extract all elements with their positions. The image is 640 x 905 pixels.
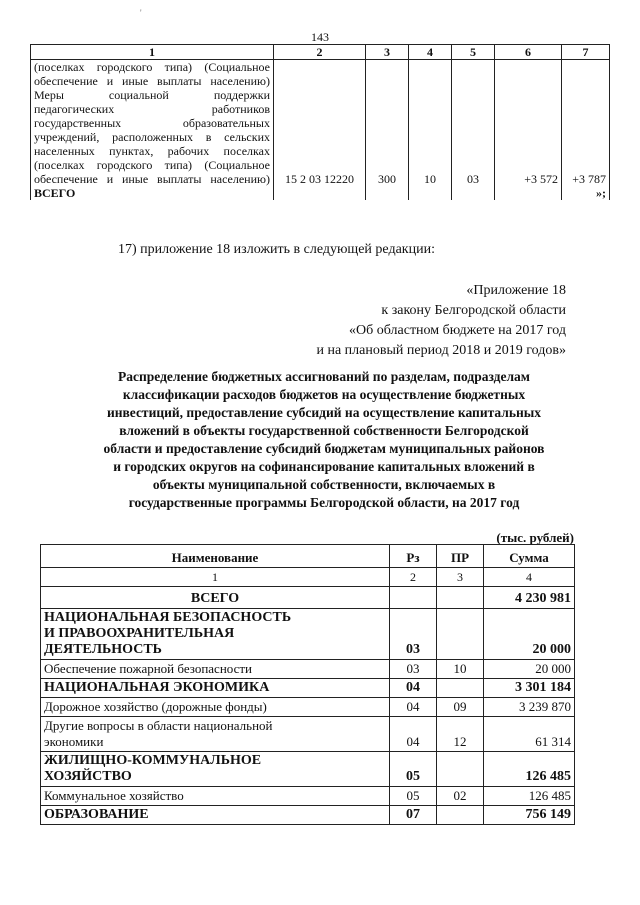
header-rz: Рз (390, 545, 437, 568)
code-cell: 15 2 03 12220 (274, 88, 366, 186)
header-cell: 5 (452, 45, 495, 60)
title-line: классификации расходов бюджетов на осуществление бюджетных (122, 387, 526, 402)
header-cell: 4 (409, 45, 452, 60)
header-cell: 7 (562, 45, 610, 60)
table-row (41, 609, 575, 660)
vr-cell: 300 (366, 88, 409, 186)
row-description (31, 60, 274, 89)
row-sum: 756 149 (484, 806, 575, 825)
row-name: ЖИЛИЩНО-КОММУНАЛЬНОЕ ХОЗЯЙСТВО (41, 752, 390, 787)
row-name: ВСЕГО (41, 587, 390, 609)
value-2018-cell: +3 787 (562, 88, 610, 186)
row-name: Дорожное хозяйство (дорожные фонды) (41, 698, 390, 717)
row-pr: 09 (437, 698, 484, 717)
header-cell: 1 (31, 45, 274, 60)
desc-line: (поселках городского типа) (Социальное (34, 158, 270, 172)
row-pr (437, 609, 484, 660)
row-sum: 3 239 870 (484, 698, 575, 717)
row-name: Коммунальное хозяйство (41, 787, 390, 806)
header-cell: 2 (274, 45, 366, 60)
col-number: 4 (484, 568, 575, 587)
total-label: ВСЕГО (31, 186, 274, 200)
row-rz: 04 (390, 679, 437, 698)
title-line: инвестиций, предоставление субсидий на осуществление капитальных (106, 405, 542, 420)
units-label: (тыс. рублей) (496, 530, 574, 545)
row-name: НАЦИОНАЛЬНАЯ ЭКОНОМИКА (41, 679, 390, 698)
table-row (41, 587, 575, 609)
title-line: государственные программы Белгородской области, на 2017 год (128, 495, 520, 510)
row-pr (437, 806, 484, 825)
column-number-row (41, 568, 575, 587)
table-row (31, 60, 610, 89)
row-sum: 20 000 (484, 609, 575, 660)
table-row (41, 806, 575, 825)
page-number: 143 (311, 30, 329, 44)
row-pr: 12 (437, 717, 484, 752)
appendix-line: «Об областном бюджете на 2017 год (349, 323, 566, 338)
stray-mark: ' (140, 8, 142, 18)
table-row (41, 698, 575, 717)
title-line: области и предоставление субсидий бюджетам муниципальных районов (103, 441, 545, 456)
row-sum: 61 314 (484, 717, 575, 752)
budget-table (40, 544, 575, 825)
title-line: вложений в объекты государственной собственности Белгородской (119, 423, 529, 438)
row-sum: 4 230 981 (484, 587, 575, 609)
rz-cell: 10 (409, 88, 452, 186)
table-row (41, 752, 575, 787)
row-rz: 05 (390, 752, 437, 787)
continued-table (30, 44, 610, 200)
table-row (41, 660, 575, 679)
row-rz: 04 (390, 698, 437, 717)
amendment-paragraph: 17) приложение 18 изложить в следующей редакции: (118, 242, 435, 257)
header-name: Наименование (41, 545, 390, 568)
row-pr (437, 587, 484, 609)
appendix-line: «Приложение 18 (466, 283, 566, 298)
row-rz: 04 (390, 717, 437, 752)
desc-line: обеспечение и иные выплаты населению) (34, 172, 270, 186)
header-pr: ПР (437, 545, 484, 568)
desc-line: педагогических работников (34, 102, 270, 116)
desc-line: государственных образовательных (34, 116, 270, 130)
row-pr (437, 752, 484, 787)
header-sum: Сумма (484, 545, 575, 568)
row-rz (390, 587, 437, 609)
table-total-row (31, 186, 610, 200)
row-rz: 03 (390, 609, 437, 660)
row-rz: 05 (390, 787, 437, 806)
appendix-header (316, 281, 566, 361)
col-number: 3 (437, 568, 484, 587)
row-pr (437, 679, 484, 698)
row-sum: 126 485 (484, 752, 575, 787)
header-cell: 6 (495, 45, 562, 60)
appendix-line: к закону Белгородской области (381, 303, 566, 318)
title-line: и городских округов на софинансирование капитальных вложений в (113, 459, 535, 474)
budget-table-header (41, 545, 575, 568)
row-sum: 20 000 (484, 660, 575, 679)
row-sum: 126 485 (484, 787, 575, 806)
title-line: объекты муниципальной собственности, включаемых в (152, 477, 496, 492)
title-line: Распределение бюджетных ассигнований по разделам, подразделам (118, 369, 530, 384)
closing-quote: »; (562, 186, 610, 200)
value-2017-cell: +3 572 (495, 88, 562, 186)
desc-line: Меры социальной поддержки (34, 88, 270, 102)
row-rz: 07 (390, 806, 437, 825)
table-row (41, 717, 575, 752)
table-row (31, 88, 610, 186)
table-row (41, 679, 575, 698)
col-number: 2 (390, 568, 437, 587)
row-pr: 02 (437, 787, 484, 806)
desc-line: обеспечение и иные выплаты населению) (34, 74, 270, 88)
row-name: Обеспечение пожарной безопасности (41, 660, 390, 679)
continued-table-header (31, 45, 610, 60)
row-name: ОБРАЗОВАНИЕ (41, 806, 390, 825)
appendix-line: и на плановый период 2018 и 2019 годов» (316, 343, 566, 358)
row-pr: 10 (437, 660, 484, 679)
desc-line: (поселках городского типа) (Социальное (34, 60, 270, 74)
row-name: Другие вопросы в области национальной экономики (41, 717, 390, 752)
row-name: НАЦИОНАЛЬНАЯ БЕЗОПАСНОСТЬ И ПРАВООХРАНИТЕЛЬНАЯ ДЕЯТЕЛЬНОСТЬ (41, 609, 390, 660)
pr-cell: 03 (452, 88, 495, 186)
row-rz: 03 (390, 660, 437, 679)
table-row (41, 787, 575, 806)
col-number: 1 (41, 568, 390, 587)
document-title (78, 368, 570, 512)
row-description (31, 88, 274, 186)
desc-line: учреждений, расположенных в сельских (34, 130, 270, 144)
row-sum: 3 301 184 (484, 679, 575, 698)
header-cell: 3 (366, 45, 409, 60)
desc-line: населенных пунктах, рабочих поселках (34, 144, 270, 158)
